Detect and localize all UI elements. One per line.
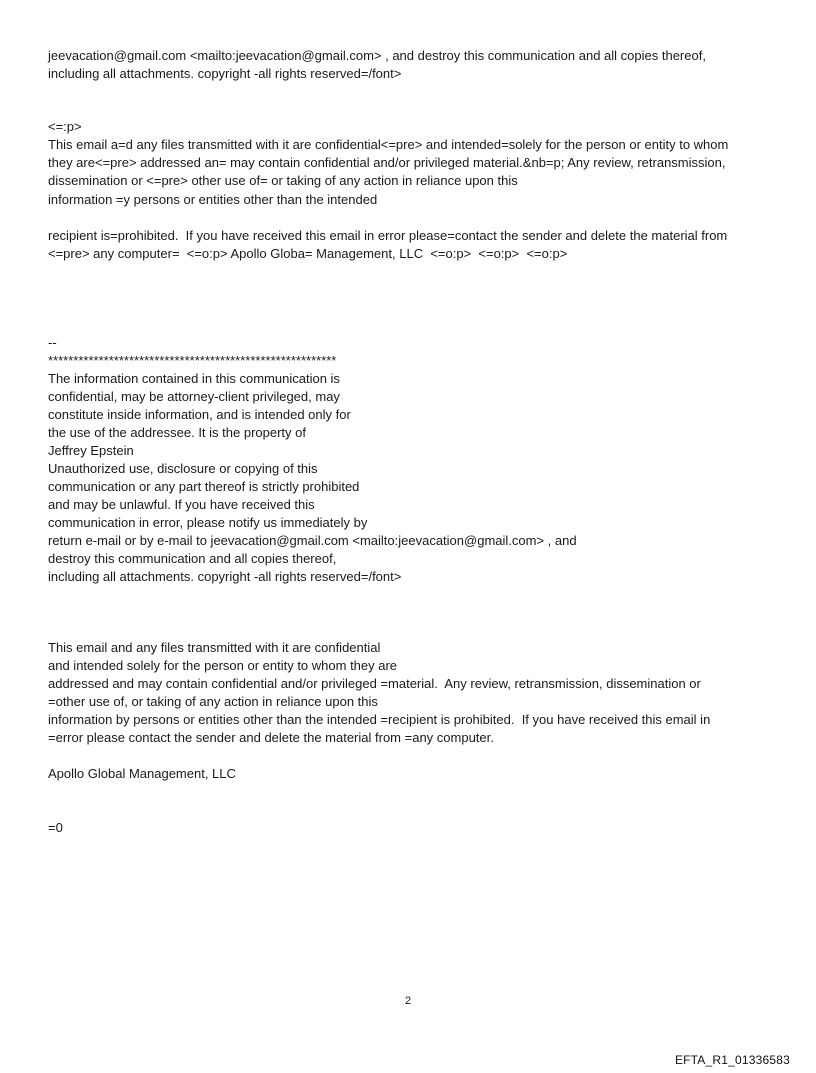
text-line: including all attachments. copyright -all rights reserved=/font> xyxy=(48,66,402,81)
email-fragment-4 xyxy=(48,227,778,263)
text-line: Unauthorized use, disclosure or copying of this xyxy=(48,461,318,476)
text-line: the use of the addressee. It is the property of xyxy=(48,425,306,440)
text-line: -- xyxy=(48,335,57,350)
text-line: =error please contact the sender and delete the material from =any computer. xyxy=(48,730,494,745)
email-fragment-1 xyxy=(48,47,778,83)
text-line: <=:p> xyxy=(48,119,82,134)
text-line: they are<=pre> addressed an= may contain confidential and/or privileged material.&nb=p; Any review, retransmission, xyxy=(48,155,726,170)
bates-number: EFTA_R1_01336583 xyxy=(674,1053,790,1067)
text-line: =other use of, or taking of any action in reliance upon this xyxy=(48,694,378,709)
text-line: constitute inside information, and is intended only for xyxy=(48,407,351,422)
text-line: =0 xyxy=(48,820,63,835)
text-line: and intended solely for the person or entity to whom they are xyxy=(48,658,398,673)
separator-line: ********************************************************* xyxy=(48,353,337,368)
text-line: information =y persons or entities other than the intended xyxy=(48,192,378,207)
text-line: and may be unlawful. If you have received this xyxy=(48,497,315,512)
text-line: <=pre> any computer= <=o:p> Apollo Globa= Management, LLC <=o:p> <=o:p> <=o:p> xyxy=(48,246,568,261)
email-fragment-3 xyxy=(48,191,778,209)
text-line: confidential, may be attorney-client privileged, may xyxy=(48,389,340,404)
trailing-code xyxy=(48,819,778,837)
text-line: The information contained in this communication is xyxy=(48,371,340,386)
text-line: Jeffrey Epstein xyxy=(48,443,134,458)
text-line: addressed and may contain confidential and/or privileged =material. Any review, retransmission, dissemination or xyxy=(48,676,701,691)
page-number: 2 xyxy=(404,995,412,1007)
text-line: This email and any files transmitted with it are confidential xyxy=(48,640,381,655)
text-line: communication or any part thereof is strictly prohibited xyxy=(48,479,360,494)
text-line: communication in error, please notify us immediately by xyxy=(48,515,368,530)
text-line: dissemination or <=pre> other use of= or taking of any action in reliance upon this xyxy=(48,173,518,188)
confidentiality-notice xyxy=(48,639,778,747)
email-fragment-2 xyxy=(48,118,778,190)
text-line: destroy this communication and all copies thereof, xyxy=(48,551,337,566)
text-line: information by persons or entities other than the intended =recipient is prohibited. If you have received this email in xyxy=(48,712,711,727)
company-name xyxy=(48,765,778,783)
text-line: Apollo Global Management, LLC xyxy=(48,766,236,781)
text-line: jeevacation@gmail.com <mailto:jeevacation@gmail.com> , and destroy this communication and all copies thereof, xyxy=(48,48,706,63)
text-line: return e-mail or by e-mail to jeevacation@gmail.com <mailto:jeevacation@gmail.com> , and xyxy=(48,533,577,548)
text-line: recipient is=prohibited. If you have received this email in error please=contact the sender and delete the material from xyxy=(48,228,728,243)
text-line: including all attachments. copyright -all rights reserved=/font> xyxy=(48,569,402,584)
text-line: This email a=d any files transmitted with it are confidential<=pre> and intended=solely for the person or entity to whom xyxy=(48,137,729,152)
signature-disclaimer xyxy=(48,334,778,586)
